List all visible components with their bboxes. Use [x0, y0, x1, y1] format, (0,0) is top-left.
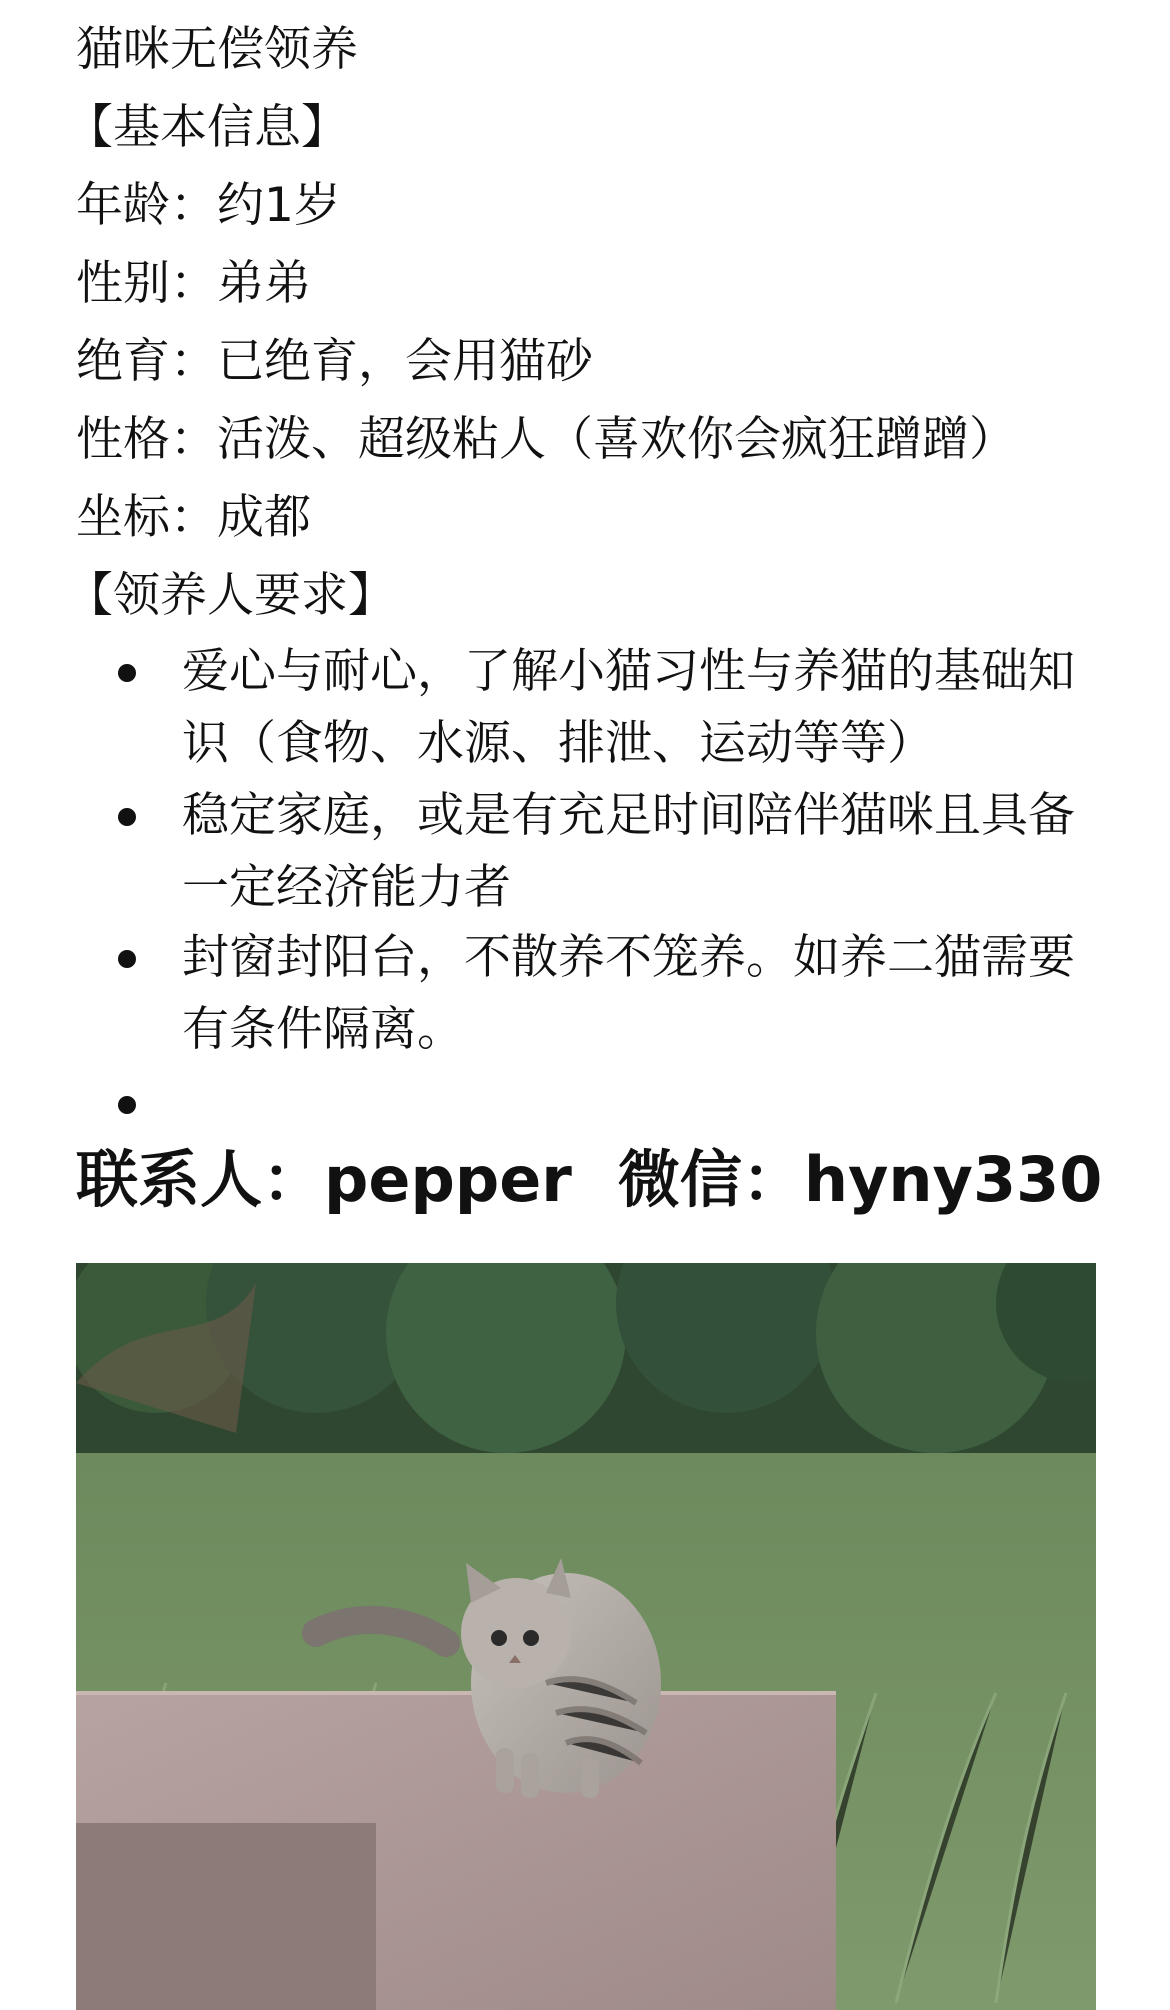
info-label: 年龄： — [76, 178, 217, 233]
info-value: 弟弟 — [217, 256, 311, 311]
contact-person-label: 联系人： — [76, 1143, 325, 1216]
section-requirements-heading: 【领养人要求】 — [66, 568, 395, 623]
contact-person: pepper — [324, 1143, 572, 1216]
wechat-id: hyny330 — [803, 1143, 1103, 1216]
info-gender — [76, 256, 311, 312]
info-value: 已绝育，会用猫砂 — [217, 334, 593, 389]
bullet-dot — [118, 664, 136, 682]
cat-photo — [76, 1263, 1096, 2010]
info-value: 活泼、超级粘人（喜欢你会疯狂蹭蹭） — [217, 412, 1016, 467]
info-value: 约1岁 — [217, 178, 341, 233]
info-neutered — [76, 334, 593, 390]
bullet-dot — [118, 808, 136, 826]
info-value: 成都 — [217, 490, 311, 545]
info-label: 绝育： — [76, 334, 217, 389]
info-label: 坐标： — [76, 490, 217, 545]
info-personality — [76, 412, 1016, 468]
info-location — [76, 490, 311, 546]
bullet-dot — [118, 1096, 136, 1114]
requirement-item: 爱心与耐心，了解小猫习性与养猫的基础知识（食物、水源、排泄、运动等等） — [182, 644, 1075, 771]
wechat-label: 微信： — [617, 1143, 804, 1216]
requirement-item: 稳定家庭，或是有充足时间陪伴猫咪且具备一定经济能力者 — [182, 788, 1075, 915]
info-label: 性别： — [76, 256, 217, 311]
requirement-item: 封窗封阳台，不散养不笼养。如养二猫需要有条件隔离。 — [182, 930, 1075, 1057]
info-label: 性格： — [76, 412, 217, 467]
info-age — [76, 178, 341, 234]
contact-line — [76, 1140, 1102, 1220]
section-basic-heading: 【基本信息】 — [66, 100, 348, 155]
bullet-dot — [118, 950, 136, 968]
post-title: 猫咪无偿领养 — [76, 22, 358, 77]
